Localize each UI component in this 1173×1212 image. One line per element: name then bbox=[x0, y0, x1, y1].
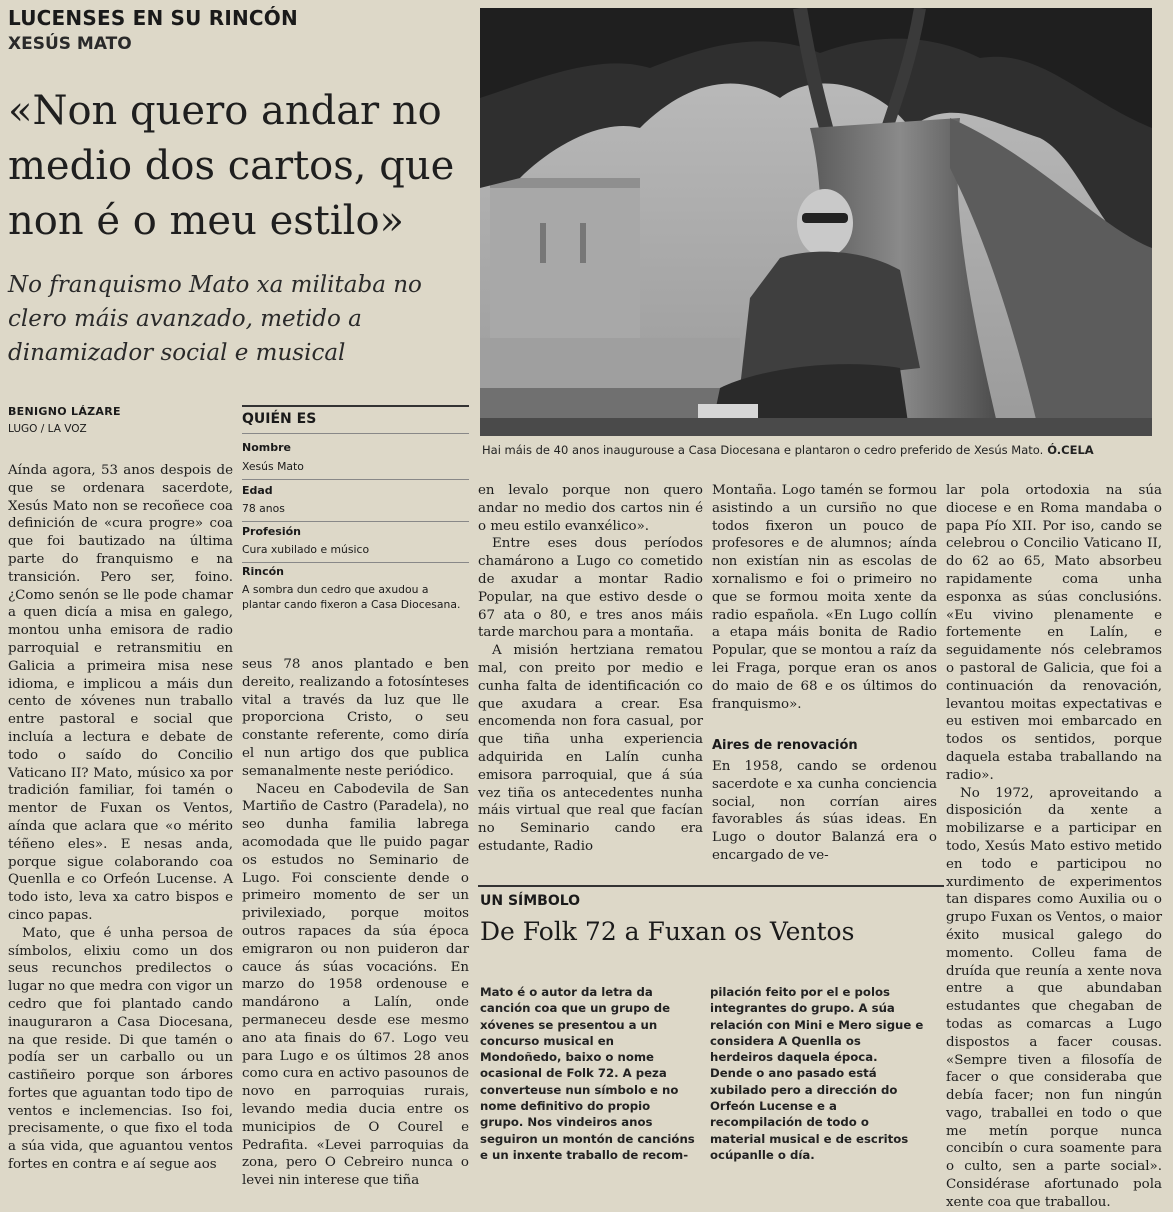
paragraph: seus 78 anos plantado e ben dereito, realizando a fotosínteses vital a través da luz que lle proporciona Cristo, o seu constante referente, como diría el nun artigo dos que publica semanalmente neste periódico. bbox=[242, 657, 469, 779]
paragraph: Mato é o autor da letra da canción coa que un grupo de xóvenes se presentou a un concurso musical en Mondoñedo, baixo o nome ocasional de Folk 72. A peza converteuse nun símbolo e no nome definitivo do propio grupo. Nos vindeiros anos seguiron un montón de cancións e un inxente traballo de recom- bbox=[480, 985, 695, 1162]
author-location: LUGO / LA VOZ bbox=[8, 423, 87, 435]
paragraph: Entre eses dous períodos chamárono a Lugo co cometido de axudar a montar Radio Popular, na que estivo desde o 67 ata o 80, e tres anos máis tarde marchou para a montaña. bbox=[478, 536, 703, 641]
photo-credit: Ó.CELA bbox=[1047, 443, 1094, 457]
label-profesion: Profesión bbox=[242, 525, 301, 538]
body-column-4b bbox=[712, 758, 937, 865]
subhead-aires: Aires de renovación bbox=[712, 738, 858, 753]
paragraph: lar pola ortodoxia na súa diocese e en Roma mandaba o papa Pío XII. Por iso, cando se celebrou o Concilio Vaticano II, do 62 ao 65, Mato absorbeu rapidamente coma unha esponxa as súas conclusións. «Eu vivino plenamente e fortemente en Lalín, e seguidamente nós celebramos o pastoral de Galicia, que foi a continuación da renovación, levantou moitas expectativas e eu estiven moi embarcado en todos os sentidos, porque daquela estaba traballando na radio». bbox=[946, 483, 1162, 783]
section-title: LUCENSES EN SU RINCÓN bbox=[8, 6, 298, 30]
paragraph: A misión hertziana rematou mal, con preito por medio e cunha falta de identificación co que axudara a crear. Esa encomenda non fora casual, por que tiña unha experiencia adquirida en Lalín cunha emisora parroquial, que á súa vez tiña os antecedentes nunha máis virtual que real que facían no Seminario cando era estudante, Radio bbox=[478, 643, 703, 854]
photo-caption bbox=[482, 443, 1154, 457]
body-column-3 bbox=[478, 482, 703, 856]
body-column-2 bbox=[242, 656, 469, 1190]
paragraph: Aínda agora, 53 anos despois de que se ordenara sacerdote, Xesús Mato non se recoñece coa definición de «cura progre» coa que foi bautizado na última parte do franquismo e na transición. Pero ser, foino. ¿Como senón se lle pode chamar a quen dicía a misa en galego, montou unha emisora de radio parroquial e retransmitiu en Galicia a primeira misa nese idioma, e implicou a máis dun cento de xóvenes nun traballo entre pastoral e social que incluía a lectura e debate de todo o saído do Concilio Vaticano II? Mato, músico xa por tradición familiar, foi tamén o mentor de Fuxan os Ventos, aínda que aclara que «o mérito téñeno eles». E nesas anda, porque sigue colaborando coa Quenlla e co Orfeón Lucense. A todo isto, leva xa catro bispos e cinco papas. bbox=[8, 463, 233, 923]
body-column-1 bbox=[8, 462, 233, 1174]
paragraph: Mato, que é unha persoa de símbolos, elixiu como un dos seus recunchos predilectos o lugar no que medra con vigor un cedro que foi plantado cando inauguraron a Casa Diocesana, na que reside. Di que tamén o podía ser un carballo ou un castiñeiro porque son árbores fortes que aguantan todo tipo de ventos e inclemencias. Iso foi, precisamente, o que fixo el toda a súa vida, que aguantou ventos fortes en contra e aí segue aos bbox=[8, 925, 233, 1173]
value-nombre: Xesús Mato bbox=[242, 460, 304, 473]
paragraph: Naceu en Cabodevila de San Martiño de Castro (Paradela), no seo dunha familia labrega acomodada que lle puido pagar os estudos no Seminario de Lugo. Foi consciente dende o primeiro momento de ser un privilexiado, porque moitos outros rapaces da súa época emigraron ou non puideron dar cauce ás súas vocacións. En marzo do 1958 ordenouse e mandárono a Lalín, onde permaneceu desde ese mesmo ano ata finais do 67. Logo veu para Lugo e os últimos 28 anos como cura en activo pasounos de novo en parroquias rurais, levando media ducia entre os municipios de O Courel e Pedrafita. «Levei parroquias da zona, pero O Cebreiro nunca o levei nin interese que tiña bbox=[242, 781, 469, 1189]
paragraph: No 1972, aproveitando a disposición da xente a mobilizarse e a participar en todo, Xesús Mato estivo metido en todo e participou no xurdimento de experimentos tan dispares como Auxilia ou o grupo Fuxan os Ventos, o maior éxito musical galego do momento. Colleu fama de druída que reunía a xente nova entre a que abundaban estudantes que chegaban de todas as comarcas a Lugo dispostos a facer cousas. «Sempre tiven a filosofía de facer o que consideraba que debía facer; non fun ningún vago, traballei en todo o que me metín porque nunca concibín o cura soamente para o culto, sen a parte social». Considérase afortunado pola xente coa que traballou. bbox=[946, 785, 1162, 1210]
deck: No franquismo Mato xa militaba no clero máis avanzado, metido a dinamizador social e musical bbox=[8, 272, 422, 366]
value-profesion: Cura xubilado e músico bbox=[242, 543, 370, 556]
caption-text: Hai máis de 40 anos inaugurouse a Casa Diocesana e plantaron o cedro preferido de Xesús Mato. bbox=[482, 443, 1044, 457]
divider bbox=[242, 433, 469, 434]
simbolo-column-2 bbox=[710, 984, 926, 1163]
paragraph: en levalo porque non quero andar no medio dos cartos nin é o meu estilo evanxélico». bbox=[478, 483, 703, 534]
label-rincon: Rincón bbox=[242, 565, 284, 578]
article-photo bbox=[480, 8, 1152, 436]
paragraph: En 1958, cando se ordenou sacerdote e xa cunha conciencia social, non corrían aires favorables ás súas ideas. En Lugo o doutor Balanzá era o encargado de ve- bbox=[712, 759, 937, 863]
quien-es-title: QUIÉN ES bbox=[242, 411, 317, 427]
simbolo-title: De Folk 72 a Fuxan os Ventos bbox=[480, 917, 855, 946]
value-edad: 78 anos bbox=[242, 502, 285, 515]
body-column-5 bbox=[946, 482, 1162, 1212]
label-edad: Edad bbox=[242, 484, 273, 497]
simbolo-box bbox=[478, 885, 944, 1199]
paragraph: Montaña. Logo tamén se formou asistindo a un cursiño no que todos fixeron un pouco de profesores e de alumnos; aínda non existían nin as escolas de xornalismo e foi o primeiro no que se formou moita xente da radio española. «En Lugo collín a etapa máis bonita de Radio Popular, que se montou a raíz da lei Fraga, porque eran os anos do maio de 68 e os últimos do franquismo». bbox=[712, 483, 937, 712]
simbolo-label: UN SÍMBOLO bbox=[480, 893, 581, 909]
paragraph: Dende o ano pasado está xubilado pero a dirección do Orfeón Lucense e a recompilación de todo o material musical e de escritos ocúpanlle o día. bbox=[710, 1066, 909, 1162]
label-nombre: Nombre bbox=[242, 441, 291, 454]
body-column-4 bbox=[712, 482, 937, 713]
divider bbox=[242, 562, 469, 563]
value-rincon: A sombra dun cedro que axudou a plantar cando fixeron a Casa Diocesana. bbox=[242, 583, 461, 611]
paragraph: pilación feito por el e polos integrantes do grupo. A súa relación con Mini e Mero sigue e considera A Quenlla os herdeiros daquela época. bbox=[710, 985, 924, 1065]
author-name: BENIGNO LÁZARE bbox=[8, 405, 121, 418]
quien-es-box bbox=[242, 405, 469, 647]
divider bbox=[242, 521, 469, 522]
simbolo-column-1 bbox=[480, 984, 696, 1163]
section-byline: XESÚS MATO bbox=[8, 34, 132, 54]
headline: «Non quero andar no medio dos cartos, que non é o meu estilo» bbox=[8, 88, 455, 244]
divider bbox=[242, 479, 469, 480]
